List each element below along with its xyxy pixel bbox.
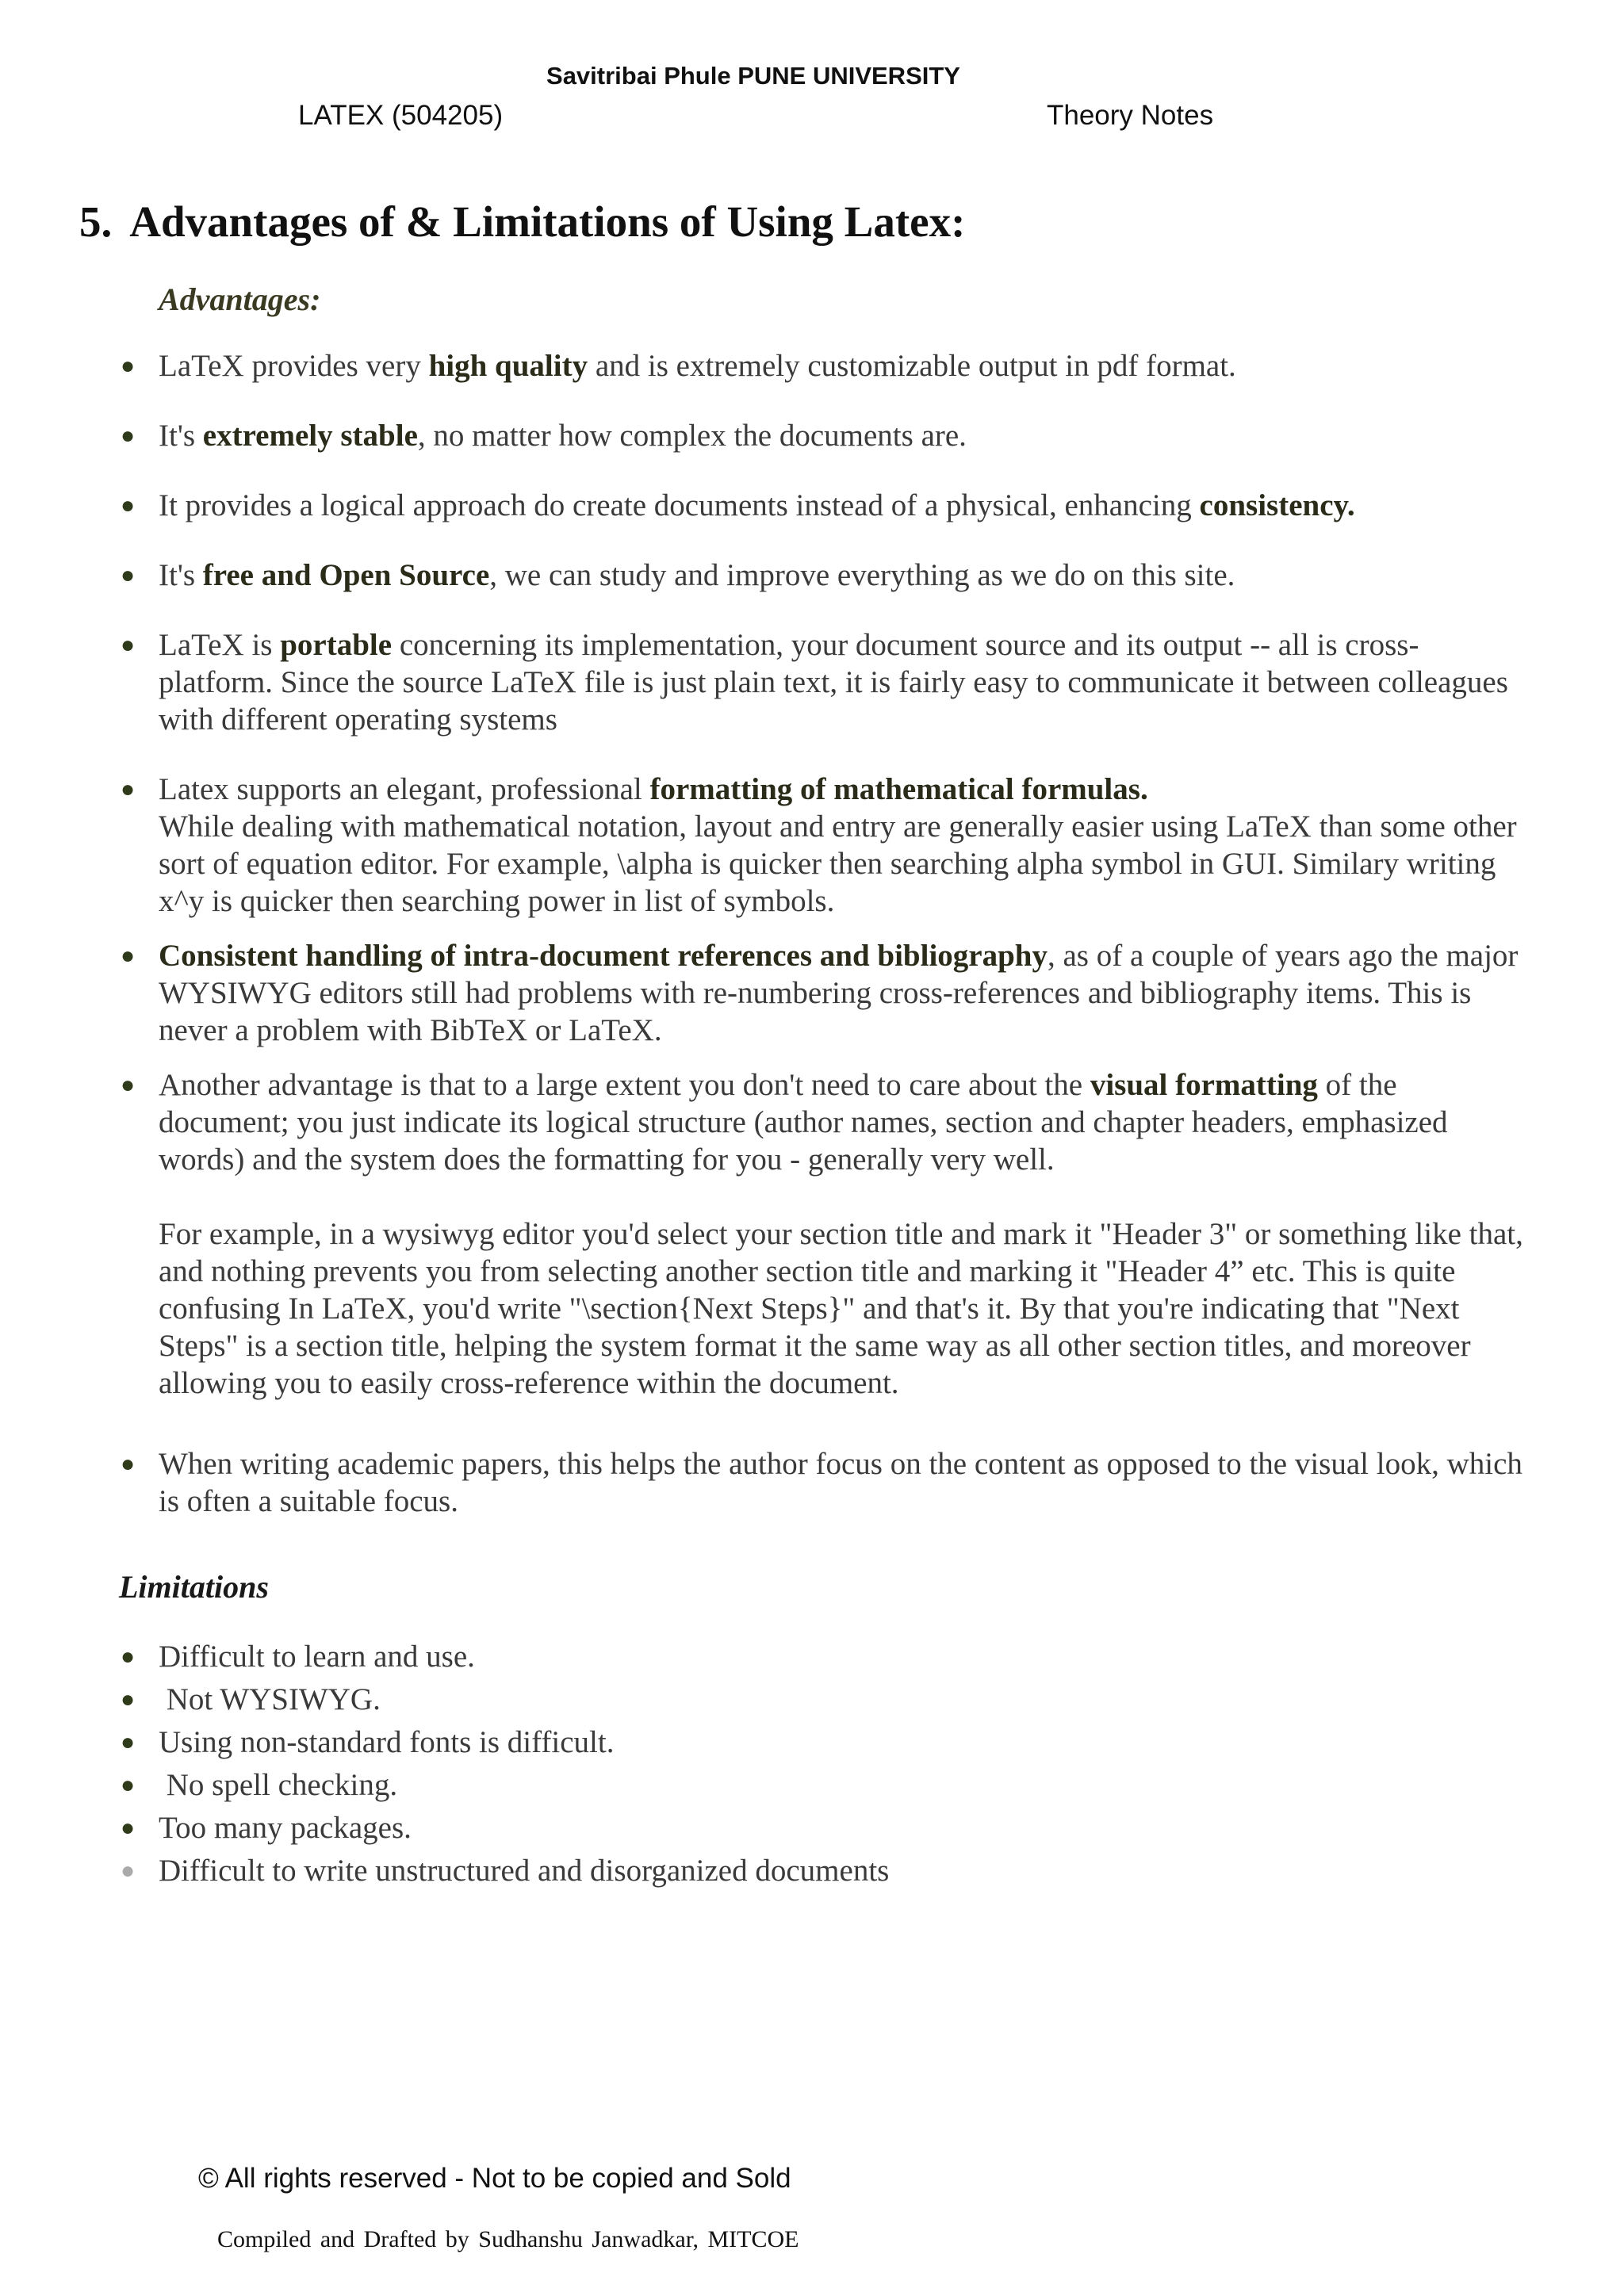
notes-label: Theory Notes	[1047, 100, 1214, 131]
item-emphasis: consistency.	[1199, 488, 1355, 522]
bullet-icon: ●	[121, 1072, 136, 1098]
bullet-icon: ●	[121, 1686, 136, 1712]
item-text: LaTeX provides very	[159, 349, 429, 383]
bullet-icon: ●	[121, 943, 136, 969]
bullet-icon: ●	[121, 423, 136, 449]
list-item	[121, 417, 1530, 454]
bullet-icon: ●	[121, 1815, 136, 1841]
list-item	[121, 1678, 1530, 1721]
course-code: LATEX (504205)	[298, 100, 504, 131]
list-item	[121, 771, 1530, 920]
list-item	[121, 1636, 1530, 1678]
item-emphasis: high quality	[428, 349, 588, 383]
item-text: LaTeX is	[159, 628, 281, 662]
item-text: It provides a logical approach do create documents instead of a physical, enhancing	[159, 488, 1200, 522]
advantages-list	[121, 347, 1530, 1552]
item-text: , we can study and improve everything as we do on this site.	[489, 558, 1235, 592]
item-text: No spell checking.	[159, 1768, 398, 1802]
item-text: It's	[159, 558, 203, 592]
item-emphasis: visual formatting	[1090, 1068, 1318, 1102]
bullet-icon: ●	[121, 1729, 136, 1755]
item-text: Difficult to learn and use.	[159, 1640, 475, 1674]
list-item	[121, 1721, 1530, 1764]
item-text: of the document; you just indicate its logical structure (author names, section and chapter headers, emphasized words) and the system does the formatting for you - generally very well.	[159, 1068, 1448, 1177]
limitations-list	[121, 1636, 1530, 1892]
item-paragraph: For example, in a wysiwyg editor you'd select your section title and mark it "Header 3" or something like that, and nothing prevents you from selecting another section title and marking it "Header 4” etc. This is quite confusing In LaTeX, you'd write "\section{Next Steps}" and that's it. By that you're indicating that "Next Steps" is a section title, helping the system format it the same way as all other section titles, and moreover allowing you to easily cross-reference within the document.	[159, 1217, 1523, 1400]
list-item	[121, 557, 1530, 594]
list-item	[121, 1764, 1530, 1807]
list-item	[121, 1066, 1530, 1402]
list-item	[121, 937, 1530, 1049]
bullet-icon: ●	[121, 353, 136, 379]
bullet-icon: ●	[121, 776, 136, 802]
item-text: While dealing with mathematical notation, layout and entry are generally easier using LaTeX than some other sort of equation editor. For example, \alpha is quicker then searching alpha symbol in GUI. Similary writing x^y is quicker then searching power in list of symbols.	[159, 809, 1517, 918]
bullet-icon: ●	[121, 1451, 136, 1477]
item-text: Difficult to write unstructured and disorganized documents	[159, 1854, 890, 1888]
item-emphasis: Consistent handling of intra-document references and bibliography	[159, 939, 1048, 973]
bullet-icon: ●	[121, 1858, 136, 1884]
item-emphasis: free and Open Source	[202, 558, 490, 592]
bullet-icon: ●	[121, 492, 136, 519]
author-credit: Compiled and Drafted by Sudhanshu Janwadkar, MITCOE	[217, 2226, 799, 2252]
section-title	[79, 197, 965, 247]
list-item	[121, 1445, 1530, 1520]
item-text: Using non-standard fonts is difficult.	[159, 1725, 615, 1759]
list-item	[121, 487, 1530, 524]
item-text: Another advantage is that to a large extent you don't need to care about the	[159, 1068, 1090, 1102]
item-text: Too many packages.	[159, 1811, 412, 1845]
item-text: When writing academic papers, this helps the author focus on the content as opposed to the visual look, which is often a suitable focus.	[159, 1447, 1522, 1518]
list-item	[121, 347, 1530, 385]
advantages-heading: Advantages:	[159, 281, 321, 317]
item-text: Latex supports an elegant, professional	[159, 772, 650, 806]
list-item	[121, 1807, 1530, 1850]
item-text: and is extremely customizable output in pdf format.	[588, 349, 1236, 383]
item-text: Not WYSIWYG.	[159, 1682, 381, 1716]
bullet-icon: ●	[121, 632, 136, 658]
item-text: It's	[159, 419, 203, 453]
bullet-icon: ●	[121, 1772, 136, 1798]
bullet-icon: ●	[121, 1644, 136, 1670]
bullet-icon: ●	[121, 562, 136, 588]
item-text: concerning its implementation, your document source and its output -- all is cross-platform. Since the source LaTeX file is just plain text, it is fairly easy to communicate it between colleagues with different operating systems	[159, 628, 1508, 737]
list-item	[121, 1850, 1530, 1892]
item-emphasis: extremely stable	[202, 419, 418, 453]
limitations-heading: Limitations	[119, 1569, 269, 1605]
section-title-text: Advantages of & Limitations of Using Latex:	[129, 197, 966, 246]
item-emphasis: portable	[280, 628, 393, 662]
university-name: Savitribai Phule PUNE UNIVERSITY	[546, 62, 960, 90]
list-item	[121, 626, 1530, 738]
copyright-notice: © All rights reserved - Not to be copied and Sold	[198, 2163, 791, 2194]
section-number: 5.	[79, 197, 113, 246]
item-text: , no matter how complex the documents are.	[417, 419, 967, 453]
item-text: , as of a couple of years ago the major WYSIWYG editors still had problems with re-numbering cross-references and bibliography items. This is never a problem with BibTeX or LaTeX.	[159, 939, 1519, 1047]
item-emphasis: formatting of mathematical formulas.	[649, 772, 1148, 806]
